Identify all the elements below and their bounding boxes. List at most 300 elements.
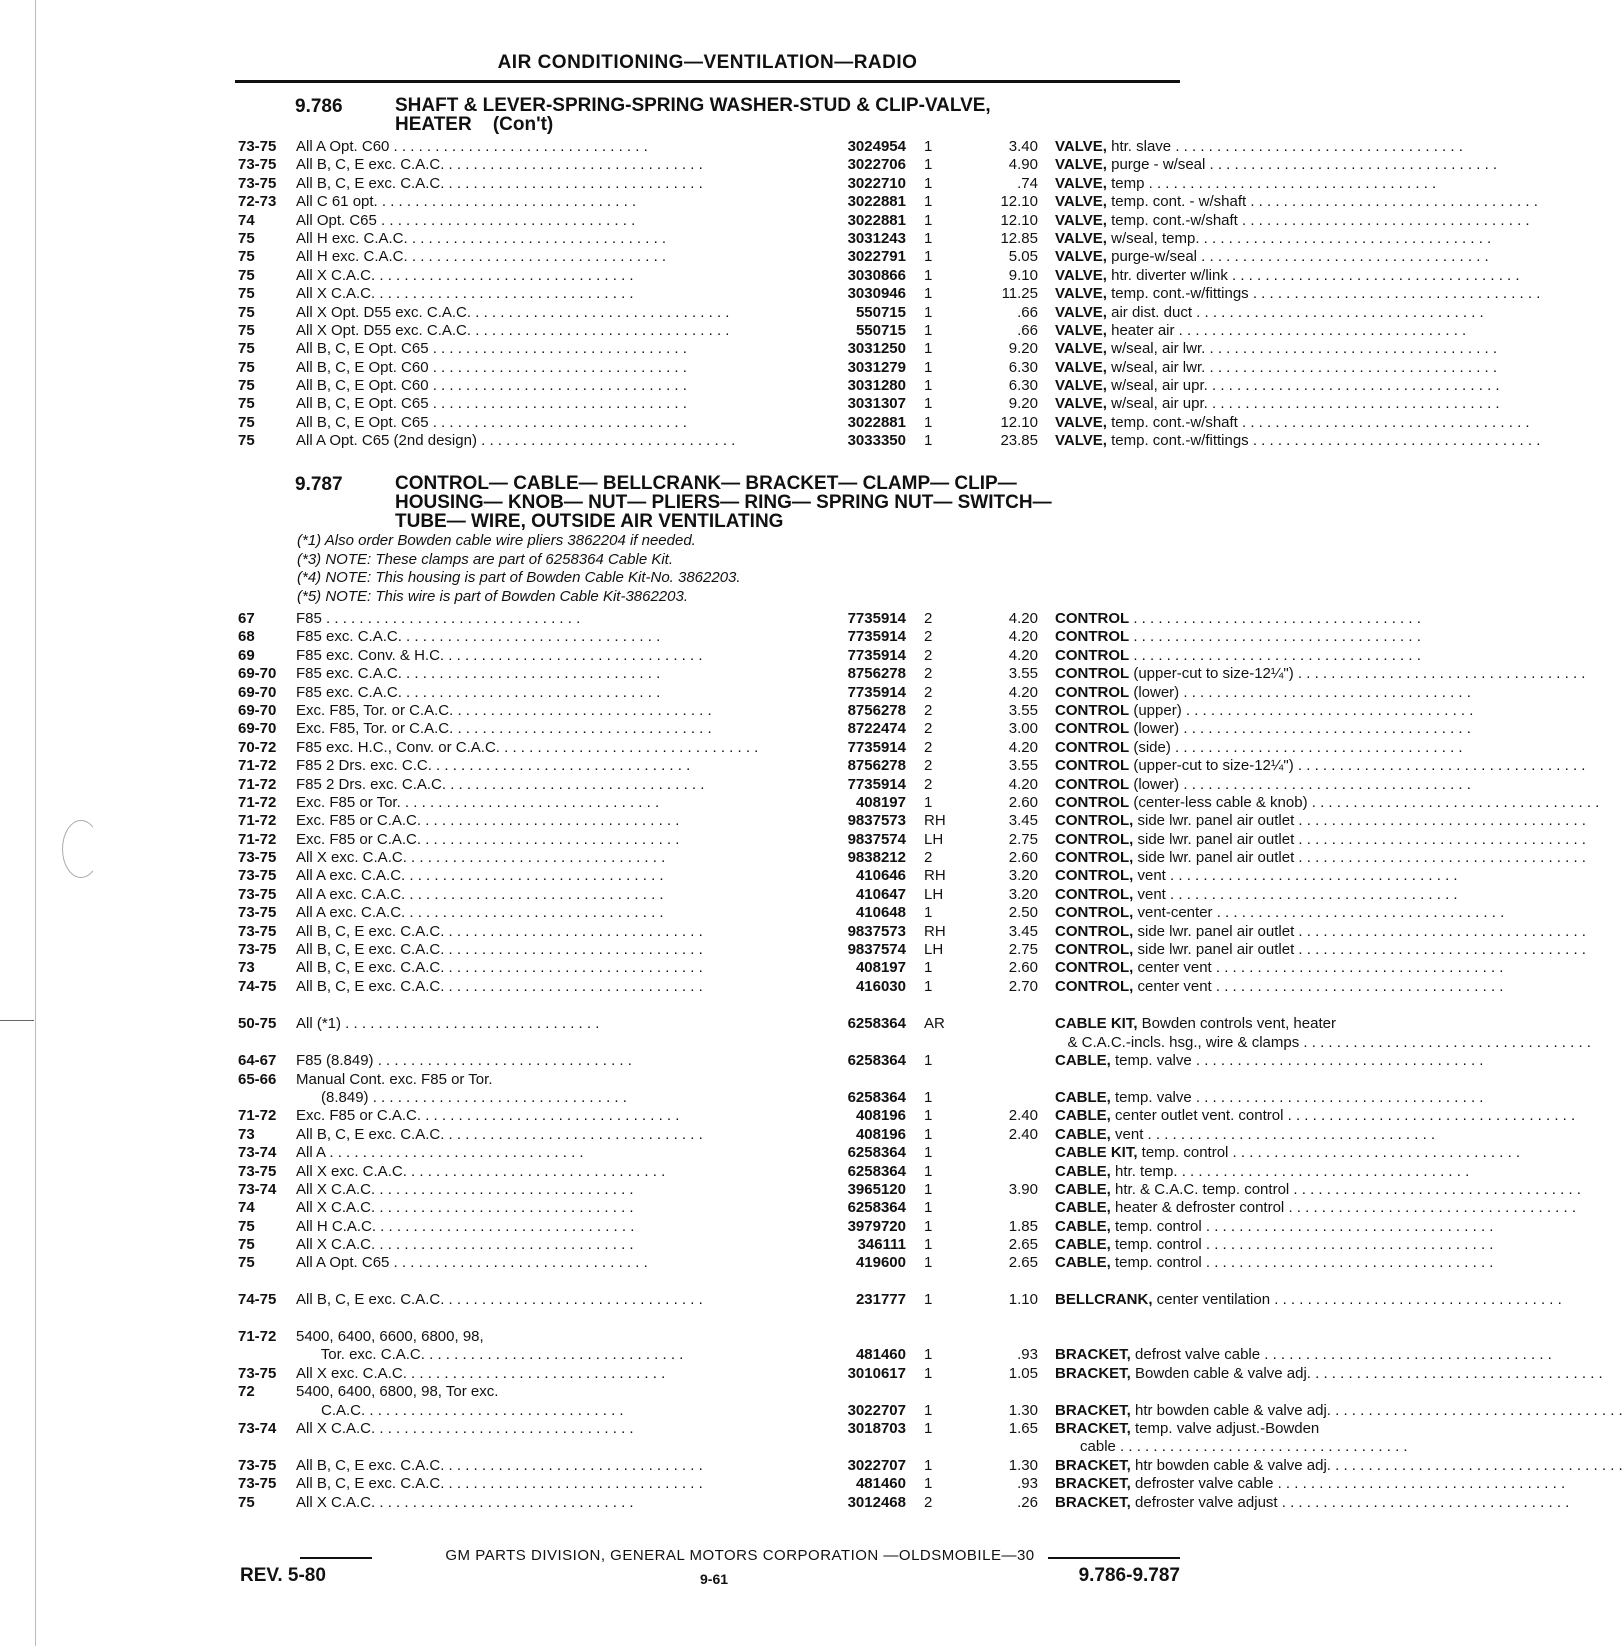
- application-cell: [296, 1015, 801, 1032]
- part-number-cell: 3022881: [847, 413, 906, 431]
- description-detail: side lwr. panel air outlet: [1133, 830, 1295, 848]
- year-cell: 69-70: [238, 665, 277, 683]
- quantity-cell: 1: [924, 229, 933, 247]
- application-cell: [296, 757, 801, 774]
- application-text: F85 exc. C.A.C. . . .: [296, 665, 586, 682]
- application-cell: [296, 1163, 801, 1180]
- description-text: [1055, 377, 1415, 394]
- price-cell: 11.25: [1001, 285, 1038, 303]
- quantity-cell: 1: [924, 358, 933, 376]
- table-row: [238, 1163, 1188, 1181]
- table-row: [238, 977, 1212, 996]
- description-cell: [1055, 248, 1420, 265]
- description-text: [1055, 959, 1415, 976]
- description-keyword: VALVE,: [1055, 377, 1107, 395]
- price-cell: 2.40: [1008, 1107, 1038, 1125]
- description-text: [1055, 395, 1415, 412]
- description-keyword: VALVE,: [1055, 303, 1107, 321]
- price-cell: 3.00: [1008, 720, 1038, 738]
- description-keyword: VALVE,: [1055, 321, 1107, 339]
- price-cell: .66: [1017, 303, 1038, 321]
- description-detail: center vent: [1133, 977, 1212, 995]
- price-cell: 23.85: [1000, 432, 1038, 450]
- description-detail: side lwr. panel air outlet: [1133, 812, 1295, 830]
- description-detail: htr. diverter w/link: [1106, 266, 1228, 284]
- application-text: All X exc. C.A.C. . . .: [296, 1365, 586, 1382]
- application-cell: [296, 1457, 801, 1474]
- application-text: All A . . .: [296, 1144, 586, 1161]
- price-cell: 3.55: [1008, 665, 1038, 683]
- application-text: All X C.A.C. . . .: [296, 1199, 586, 1216]
- margin-tick: [0, 1020, 34, 1021]
- table-row: [238, 812, 1295, 830]
- description-detail: temp. control: [1110, 1236, 1202, 1254]
- table-row: [238, 340, 1206, 358]
- price-cell: 2.75: [1008, 941, 1038, 959]
- year-cell: 74-75: [238, 977, 277, 995]
- application-text: All X Opt. D55 exc. C.A.C. . . .: [296, 322, 586, 339]
- quantity-cell: 1: [924, 1401, 933, 1419]
- price-cell: 3.55: [1008, 701, 1038, 719]
- application-text: All B, C, E Opt. C60 . . .: [296, 377, 586, 394]
- quantity-cell: 1: [924, 193, 933, 211]
- description-keyword: VALVE,: [1055, 266, 1107, 284]
- price-cell: 1.30: [1008, 1401, 1038, 1419]
- year-cell: 73-75: [238, 904, 277, 922]
- description-detail: (lower): [1129, 775, 1180, 793]
- table-row: [238, 867, 1188, 885]
- price-cell: 3.45: [1008, 812, 1038, 830]
- description-detail: temp. control: [1137, 1144, 1229, 1162]
- application-cell: [296, 610, 801, 627]
- footer-rule: [1048, 1557, 1180, 1559]
- quantity-cell: 1: [924, 1144, 933, 1162]
- price-cell: 1.85: [1008, 1217, 1038, 1235]
- description-keyword: VALVE,: [1055, 432, 1107, 450]
- table-row: [238, 1328, 1188, 1346]
- application-text: All B, C, E exc. C.A.C. . . .: [296, 923, 586, 940]
- quantity-cell: 1: [924, 321, 933, 339]
- description-cell: [1055, 1089, 1420, 1106]
- year-cell: 72: [238, 1383, 255, 1401]
- price-cell: 12.85: [1000, 229, 1038, 247]
- price-cell: 4.20: [1008, 628, 1038, 646]
- description-text: [1055, 941, 1415, 958]
- application-text: All X C.A.C. . . .: [296, 1181, 586, 1198]
- part-number-cell: 3022881: [847, 193, 906, 211]
- part-number-cell: 8756278: [847, 701, 906, 719]
- description-text: [1055, 285, 1415, 302]
- description-detail: defrost valve cable: [1130, 1346, 1261, 1364]
- section-heading-line: TUBE— WIRE, OUTSIDE AIR VENTILATING: [395, 511, 784, 532]
- quantity-cell: 2: [924, 738, 933, 756]
- description-keyword: CONTROL: [1055, 793, 1130, 811]
- quantity-cell: 2: [924, 665, 933, 683]
- description-keyword: CONTROL,: [1055, 922, 1134, 940]
- description-detail: temp. cont.-w/fittings: [1106, 432, 1249, 450]
- description-detail: w/seal, air upr.: [1106, 377, 1208, 395]
- section-number: 9.787: [295, 474, 343, 495]
- quantity-cell: 1: [924, 1475, 933, 1493]
- spacer-row: [238, 1273, 1188, 1291]
- application-text: All X exc. C.A.C. . . .: [296, 849, 586, 866]
- table-row: [238, 922, 1295, 941]
- year-cell: 74-75: [238, 1291, 277, 1309]
- table-row: [238, 211, 1238, 230]
- application-text: All X C.A.C. . . .: [296, 1494, 586, 1511]
- application-text: F85 (8.849) . . .: [296, 1052, 586, 1069]
- description-detail: temp: [1106, 174, 1145, 192]
- application-text: All X C.A.C. . . .: [296, 285, 586, 302]
- description-keyword: CONTROL: [1055, 665, 1130, 683]
- table-row: [238, 665, 1294, 683]
- description-cell: [1055, 175, 1420, 192]
- description-cell: [1055, 1052, 1420, 1069]
- description-text: [1055, 978, 1415, 995]
- description-text: [1055, 156, 1415, 173]
- binder-hole: [62, 820, 100, 878]
- price-cell: 2.75: [1008, 830, 1038, 848]
- table-row: [238, 720, 1188, 738]
- table-row: [238, 175, 1188, 193]
- application-cell: [296, 1365, 801, 1382]
- year-cell: 69: [238, 646, 255, 664]
- description-keyword: CONTROL: [1055, 683, 1130, 701]
- part-number-cell: 481460: [855, 1346, 906, 1364]
- table-row: [238, 1493, 1278, 1512]
- description-cell: [1055, 285, 1420, 302]
- application-cell: [296, 1181, 801, 1198]
- application-cell: [296, 978, 801, 995]
- description-keyword: BRACKET,: [1055, 1419, 1131, 1437]
- price-cell: 3.55: [1008, 757, 1038, 775]
- description-text: [1055, 1163, 1415, 1180]
- table-row: [238, 1033, 1300, 1052]
- application-text: All A exc. C.A.C. . . .: [296, 904, 586, 921]
- description-detail: center outlet vent. control: [1110, 1107, 1284, 1125]
- description-keyword: CONTROL: [1055, 610, 1130, 627]
- description-text: [1055, 248, 1415, 265]
- description-keyword: CABLE KIT,: [1055, 1015, 1138, 1033]
- application-text: Exc. F85 or C.A.C. . . .: [296, 831, 586, 848]
- table-row: [238, 830, 1295, 849]
- year-cell: 75: [238, 285, 255, 303]
- application-text: All C 61 opt. . . .: [296, 193, 586, 210]
- table-row: [238, 1475, 1274, 1493]
- quantity-cell: 1: [924, 793, 933, 811]
- quantity-cell: 1: [924, 1052, 933, 1070]
- application-cell: [296, 377, 801, 394]
- price-cell: 3.20: [1008, 867, 1038, 885]
- price-cell: 2.40: [1008, 1125, 1038, 1143]
- table-row: [238, 1015, 1336, 1033]
- table-row: [238, 1456, 1331, 1475]
- part-number-cell: 7735914: [847, 610, 906, 627]
- quantity-cell: 1: [924, 285, 933, 303]
- year-cell: 71-72: [238, 812, 277, 830]
- price-cell: 1.30: [1008, 1456, 1038, 1474]
- price-cell: 2.60: [1008, 793, 1038, 811]
- table-row: [238, 1236, 1202, 1254]
- application-text: All X C.A.C. . . .: [296, 1420, 586, 1437]
- price-cell: 2.60: [1008, 959, 1038, 977]
- part-number-cell: 6258364: [847, 1052, 906, 1070]
- application-cell: [296, 1236, 801, 1253]
- description-detail: cable: [1055, 1438, 1116, 1456]
- quantity-cell: AR: [924, 1015, 945, 1033]
- table-row: [238, 793, 1308, 812]
- description-cell: [1055, 432, 1420, 449]
- description-text: [1055, 794, 1415, 811]
- year-cell: 73-74: [238, 1144, 277, 1162]
- quantity-cell: 2: [924, 701, 933, 719]
- quantity-cell: LH: [924, 830, 944, 848]
- description-keyword: CONTROL: [1055, 738, 1130, 756]
- quantity-cell: 1: [924, 1180, 933, 1198]
- application-text: All B, C, E Opt. C65 . . .: [296, 414, 586, 431]
- year-cell: 72-73: [238, 193, 277, 211]
- description-keyword: VALVE,: [1055, 248, 1107, 266]
- application-text: F85 2 Drs. exc. C.A.C. . . .: [296, 776, 586, 793]
- description-cell: [1055, 886, 1420, 903]
- application-text: 5400, 6400, 6800, 98, Tor exc.: [296, 1383, 499, 1401]
- description-keyword: CABLE,: [1055, 1052, 1111, 1070]
- description-detail: (center-less cable & knob): [1129, 793, 1308, 811]
- application-cell: [296, 831, 801, 848]
- application-text: All B, C, E Opt. C65 . . .: [296, 395, 586, 412]
- description-text: [1055, 1365, 1415, 1382]
- application-cell: [296, 812, 801, 829]
- description-keyword: CONTROL: [1055, 775, 1130, 793]
- application-cell: [296, 1071, 801, 1088]
- application-text: Exc. F85 or C.A.C. . . .: [296, 812, 586, 829]
- table-row: [238, 1346, 1261, 1364]
- description-cell: [1055, 1144, 1420, 1161]
- application-cell: [296, 1052, 801, 1069]
- year-cell: 69-70: [238, 701, 277, 719]
- quantity-cell: 1: [924, 1125, 933, 1143]
- table-row: [238, 413, 1238, 432]
- description-keyword: CONTROL,: [1055, 867, 1134, 885]
- quantity-cell: 1: [924, 211, 933, 229]
- part-number-cell: 3018703: [847, 1419, 906, 1437]
- description-text: [1055, 904, 1415, 921]
- description-cell: [1055, 1291, 1420, 1308]
- table-row: [238, 229, 1200, 248]
- description-keyword: CABLE,: [1055, 1180, 1111, 1198]
- application-cell: [296, 849, 801, 866]
- application-cell: [296, 156, 801, 173]
- description-text: [1055, 1236, 1415, 1253]
- quantity-cell: 1: [924, 1217, 933, 1235]
- quantity-cell: 1: [924, 138, 933, 155]
- description-keyword: CONTROL: [1055, 720, 1130, 738]
- description-cell: [1055, 322, 1420, 339]
- description-cell: [1055, 340, 1420, 357]
- description-keyword: CABLE,: [1055, 1125, 1111, 1143]
- quantity-cell: 1: [924, 340, 933, 358]
- year-cell: 73: [238, 959, 255, 977]
- application-text: All (*1) . . .: [296, 1015, 586, 1032]
- description-cell: [1055, 212, 1420, 229]
- description-text: [1055, 230, 1415, 247]
- application-text: F85 exc. C.A.C. . . .: [296, 628, 586, 645]
- description-detail: vent: [1110, 1125, 1144, 1143]
- application-text: Exc. F85 or C.A.C. . . .: [296, 1107, 586, 1124]
- part-number-cell: 3012468: [847, 1493, 906, 1511]
- price-cell: .74: [1017, 174, 1038, 192]
- description-keyword: VALVE,: [1055, 193, 1107, 211]
- description-detail: temp. cont. - w/shaft: [1106, 193, 1247, 211]
- description-cell: [1055, 359, 1420, 376]
- part-number-cell: 6258364: [847, 1015, 906, 1033]
- description-text: [1055, 1015, 1415, 1032]
- table-row: [238, 266, 1228, 285]
- description-text: [1055, 1144, 1415, 1161]
- year-cell: 71-72: [238, 1107, 277, 1125]
- description-detail: (upper): [1129, 701, 1182, 719]
- description-text: [1055, 831, 1415, 848]
- description-keyword: BRACKET,: [1055, 1346, 1131, 1364]
- application-cell: [296, 867, 801, 884]
- description-text: [1055, 702, 1415, 719]
- part-number-cell: 3979720: [847, 1217, 906, 1235]
- table-row: [238, 1126, 1188, 1144]
- table-row: [238, 1071, 1188, 1089]
- year-cell: 75: [238, 340, 255, 358]
- description-detail: vent-center: [1133, 904, 1213, 922]
- description-keyword: BRACKET,: [1055, 1456, 1131, 1474]
- quantity-cell: RH: [924, 922, 946, 940]
- application-text: F85 exc. Conv. & H.C. . . .: [296, 647, 586, 664]
- description-keyword: CONTROL: [1055, 701, 1130, 719]
- part-number-cell: 410647: [855, 885, 906, 903]
- price-cell: 4.20: [1008, 646, 1038, 664]
- description-detail: w/seal, air lwr.: [1106, 340, 1206, 358]
- table-row: [238, 1364, 1311, 1383]
- application-cell: [296, 776, 801, 793]
- description-detail: htr. slave: [1106, 138, 1172, 155]
- year-cell: 65-66: [238, 1070, 277, 1088]
- description-keyword: VALVE,: [1055, 174, 1107, 192]
- page-title: AIR CONDITIONING—VENTILATION—RADIO: [497, 52, 918, 73]
- application-text: All A exc. C.A.C. . . .: [296, 886, 586, 903]
- price-cell: 9.10: [1008, 266, 1038, 284]
- description-keyword: CONTROL,: [1055, 885, 1134, 903]
- description-cell: [1055, 1475, 1420, 1492]
- description-keyword: CONTROL: [1055, 757, 1130, 775]
- application-text: Exc. F85 or Tor. . . .: [296, 794, 586, 811]
- year-cell: 73-75: [238, 156, 277, 174]
- application-text: C.A.C. . . .: [296, 1402, 586, 1419]
- application-cell: [296, 340, 801, 357]
- description-text: [1055, 1089, 1415, 1106]
- quantity-cell: 2: [924, 610, 933, 627]
- description-text: [1055, 1494, 1415, 1511]
- description-cell: [1055, 849, 1420, 866]
- table-row: [238, 959, 1212, 977]
- description-detail: temp. cont.-w/shaft: [1106, 413, 1238, 431]
- description-cell: [1055, 1494, 1420, 1511]
- description-cell: [1055, 1254, 1420, 1271]
- part-number-cell: 3030946: [847, 285, 906, 303]
- description-keyword: CONTROL,: [1055, 904, 1134, 922]
- description-text: [1055, 849, 1415, 866]
- description-text: [1055, 684, 1415, 701]
- description-detail: temp. valve: [1110, 1052, 1192, 1070]
- description-cell: [1055, 702, 1420, 719]
- application-cell: [296, 1402, 801, 1419]
- description-detail: (lower): [1129, 683, 1180, 701]
- description-cell: [1055, 304, 1420, 321]
- description-text: [1055, 138, 1415, 155]
- description-detail: air dist. duct: [1106, 303, 1192, 321]
- year-cell: 75: [238, 1254, 255, 1272]
- part-number-cell: 3031279: [847, 358, 906, 376]
- section-reference: 9.786-9.787: [1078, 1565, 1180, 1586]
- part-number-cell: 3010617: [847, 1364, 906, 1382]
- quantity-cell: 2: [924, 720, 933, 738]
- header-rule: [235, 80, 1180, 83]
- part-number-cell: 7735914: [847, 683, 906, 701]
- description-keyword: BRACKET,: [1055, 1364, 1131, 1382]
- application-cell: [296, 138, 801, 155]
- part-number-cell: 410646: [855, 867, 906, 885]
- description-detail: (upper-cut to size-12¼"): [1129, 665, 1294, 683]
- year-cell: 71-72: [238, 1328, 277, 1346]
- description-keyword: VALVE,: [1055, 340, 1107, 358]
- part-number-cell: 7735914: [847, 646, 906, 664]
- part-number-cell: 3022706: [847, 156, 906, 174]
- description-cell: [1055, 757, 1420, 774]
- application-text: All A Opt. C60 . . .: [296, 138, 586, 155]
- quantity-cell: RH: [924, 812, 946, 830]
- year-cell: 67: [238, 610, 255, 627]
- quantity-cell: 1: [924, 1162, 933, 1180]
- table-row: [238, 303, 1192, 322]
- application-cell: [296, 647, 801, 664]
- footer-division: GM PARTS DIVISION, GENERAL MOTORS CORPORATION —OLDSMOBILE—30: [445, 1547, 1035, 1564]
- quantity-cell: 1: [924, 1107, 933, 1125]
- part-number-cell: 346111: [857, 1236, 906, 1254]
- description-text: [1055, 1181, 1415, 1198]
- parts-table-9787-controls: [238, 610, 1308, 996]
- description-cell: [1055, 1365, 1420, 1382]
- description-text: [1055, 212, 1415, 229]
- description-detail: temp. control: [1110, 1217, 1202, 1235]
- year-cell: 73-75: [238, 138, 277, 155]
- application-text: Exc. F85, Tor. or C.A.C. . . .: [296, 720, 586, 737]
- description-text: [1055, 432, 1415, 449]
- price-cell: 3.90: [1008, 1180, 1038, 1198]
- application-text: All A Opt. C65 (2nd design) . . .: [296, 432, 586, 449]
- table-row: [238, 377, 1208, 395]
- description-keyword: VALVE,: [1055, 138, 1107, 155]
- price-cell: 9.20: [1008, 395, 1038, 413]
- quantity-cell: 2: [924, 1493, 933, 1511]
- description-keyword: CABLE,: [1055, 1107, 1111, 1125]
- description-detail: temp. control: [1110, 1254, 1202, 1272]
- quantity-cell: 2: [924, 628, 933, 646]
- quantity-cell: 1: [924, 1456, 933, 1474]
- application-text: All X Opt. D55 exc. C.A.C. . . .: [296, 304, 586, 321]
- description-cell: [1055, 1402, 1420, 1419]
- application-cell: [296, 904, 801, 921]
- quantity-cell: 1: [924, 395, 933, 413]
- application-cell: [296, 923, 801, 940]
- description-text: [1055, 628, 1415, 645]
- description-keyword: CONTROL,: [1055, 941, 1134, 959]
